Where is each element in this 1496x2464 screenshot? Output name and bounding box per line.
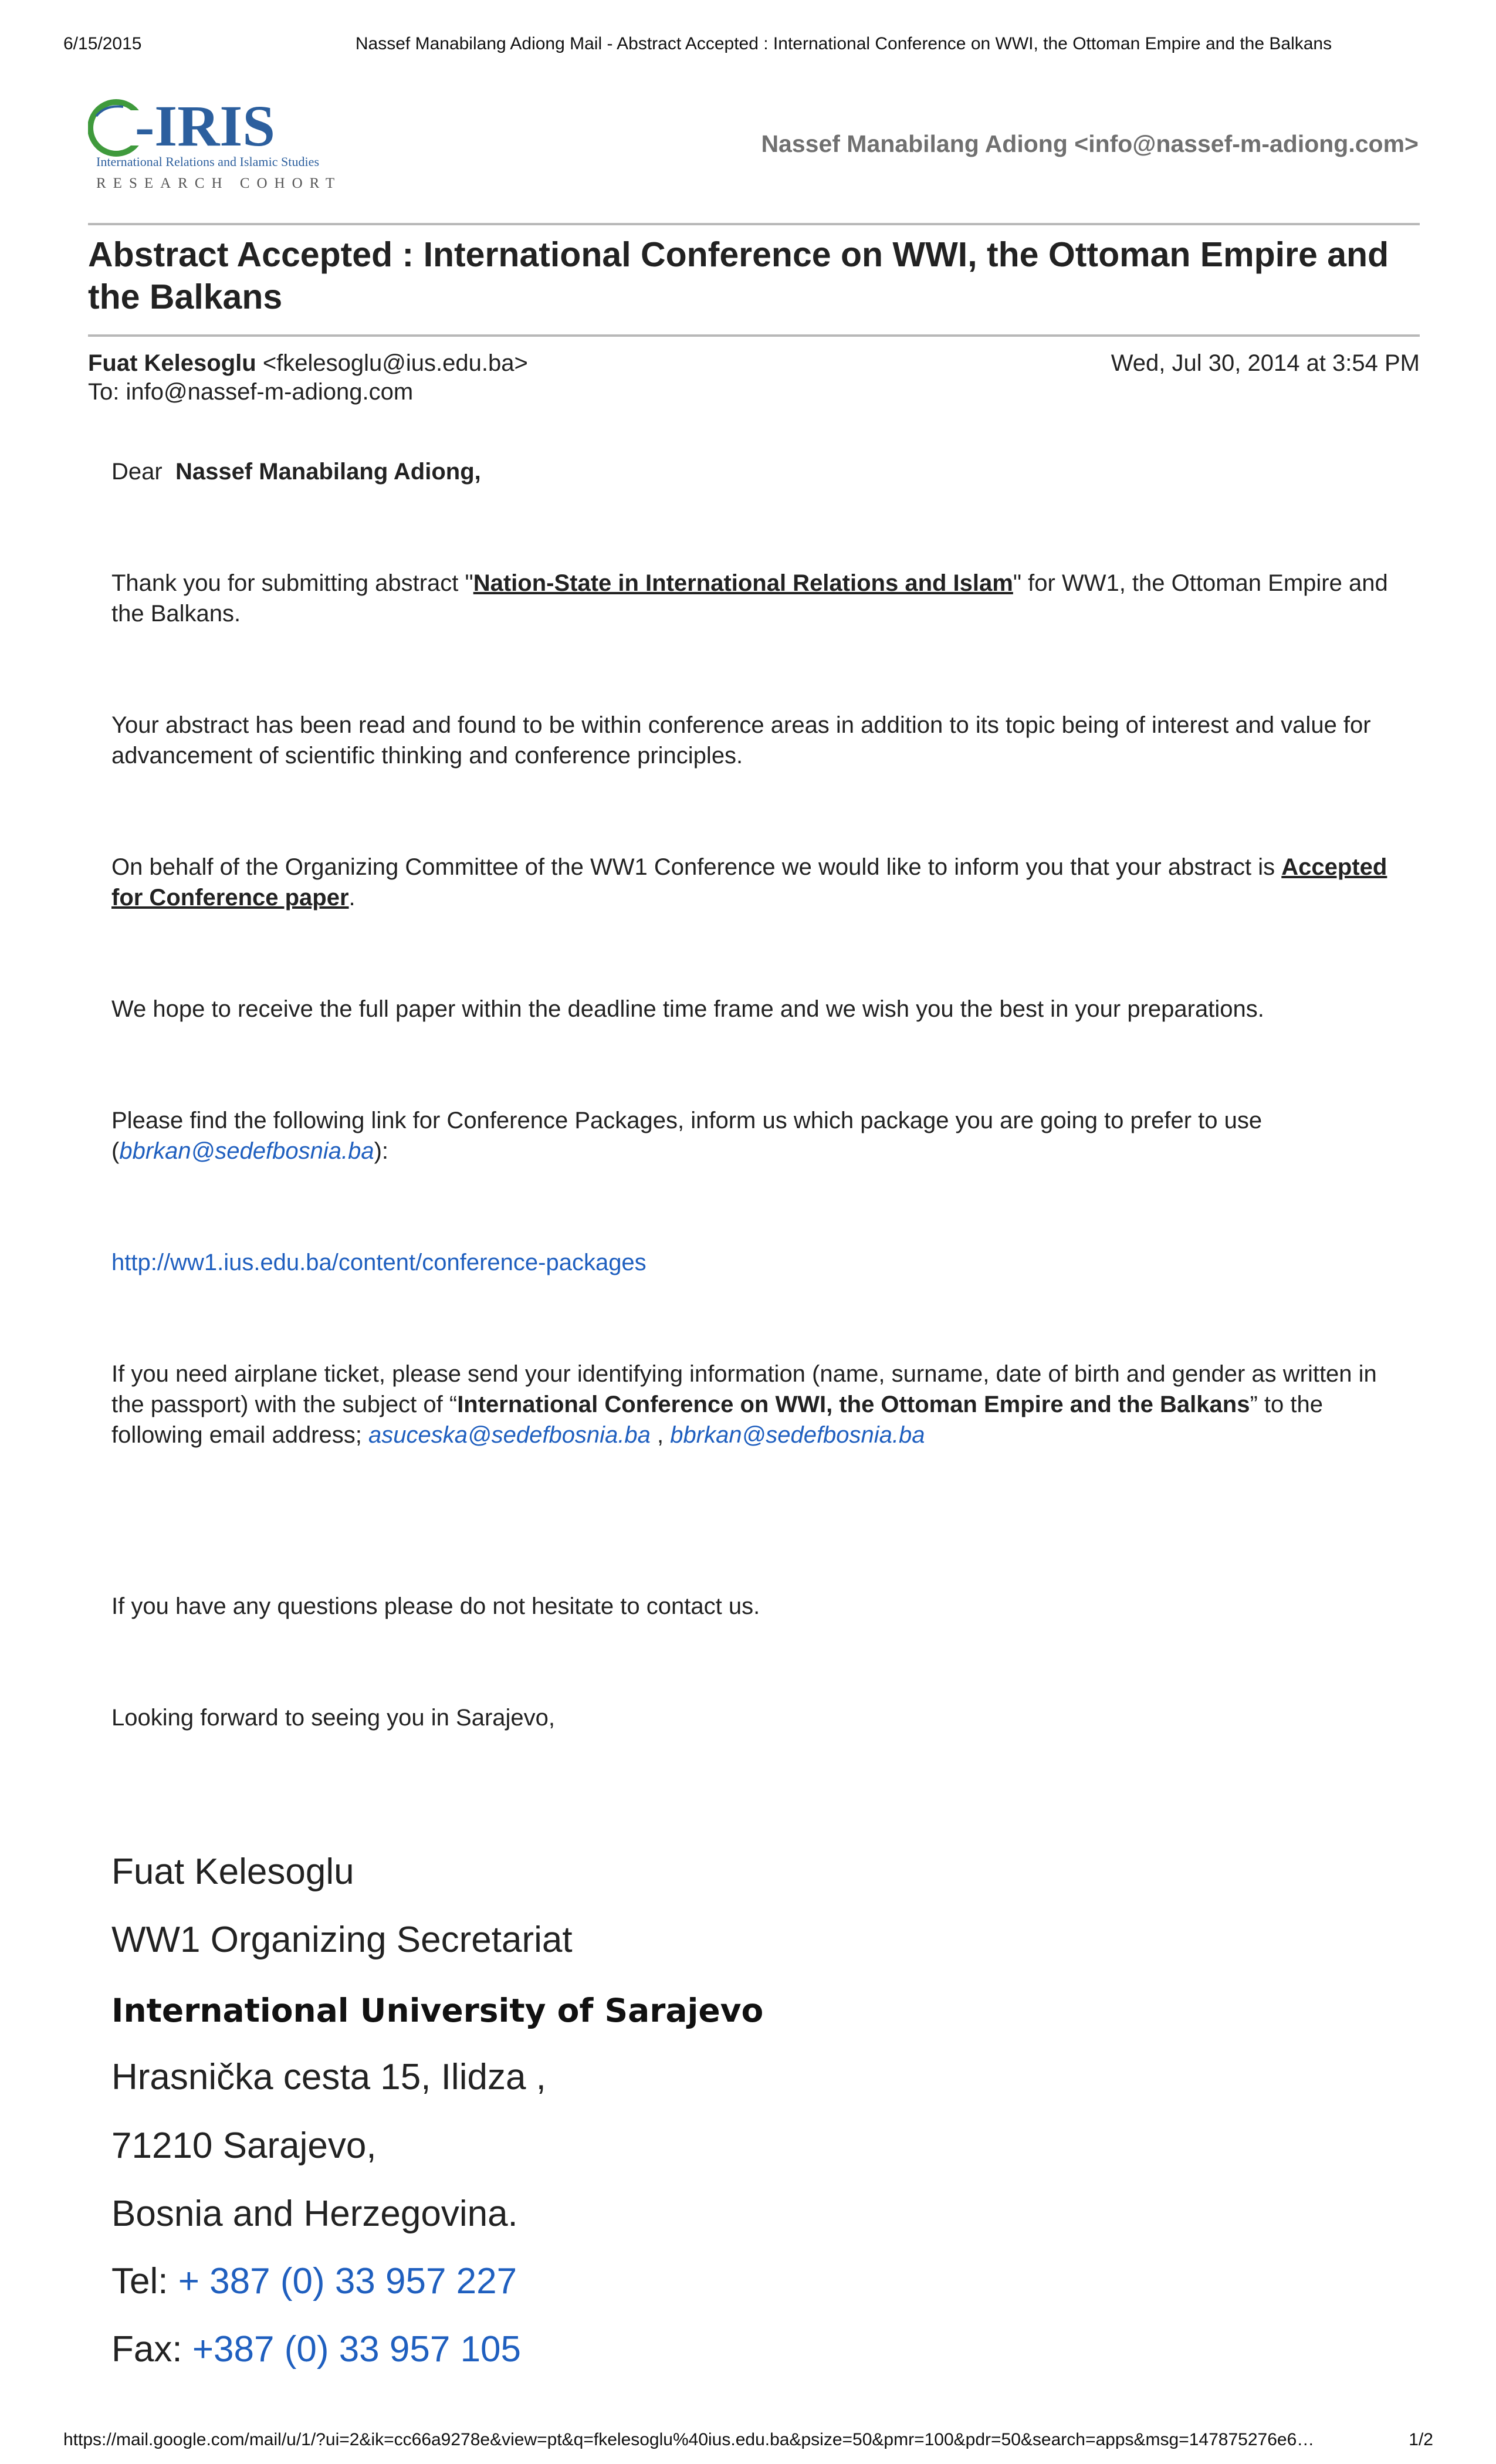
packages-email-link[interactable]: bbrkan@sedefbosnia.ba: [119, 1138, 374, 1164]
paragraph-read: Your abstract has been read and found to be within conference areas in addition to its topic being of interest and value for advancement of scientific thinking and conference principles.: [111, 712, 1371, 769]
signature-name: Fuat Kelesoglu: [111, 1852, 354, 1892]
greeting-prefix: Dear: [111, 459, 163, 485]
logo-subtitle: International Relations and Islamic Studies: [96, 154, 319, 169]
paragraph-airplane: [111, 1359, 1402, 1450]
paragraph-packages: [111, 1105, 1402, 1166]
airplane-text-end: ” to the following email address;: [111, 1392, 1323, 1448]
tel-label: Tel:: [111, 2261, 168, 2301]
tel-link[interactable]: + 387 (0) 33 957 227: [178, 2261, 517, 2301]
airplane-text: If you need airplane ticket, please send your identifying information (name, surname, date of birth and gender as written in the passport) with the subject of “: [111, 1361, 1377, 1417]
packages-text: Please find the following link for Conference Packages, inform us which package you are going to prefer to use (: [111, 1108, 1263, 1164]
greeting-name: Nassef Manabilang Adiong,: [175, 459, 481, 485]
paragraph-full-paper: We hope to receive the full paper within the deadline time frame and we wish you the best in your preparations.: [111, 996, 1264, 1022]
accepted-period: .: [348, 885, 356, 911]
divider: [88, 334, 1420, 337]
sender: [88, 350, 528, 377]
accepted-text: On behalf of the Organizing Committee of the WW1 Conference we would like to inform you that your abstract is: [111, 854, 1275, 880]
ciris-logo-graphic: [88, 87, 364, 198]
paragraph-thanks: [111, 568, 1402, 629]
packages-text-end: ):: [374, 1138, 389, 1164]
email-separator: ,: [657, 1422, 664, 1448]
print-url: https://mail.google.com/mail/u/1/?ui=2&ik=cc66a9278e&view=pt&q=fkelesoglu%40ius.edu.ba&psize=50&pmr=100&pdr=50&search=apps&msg=147875276e6…: [63, 2430, 1315, 2449]
ciris-logo: [88, 87, 364, 198]
recipient: To: info@nassef-m-adiong.com: [88, 379, 414, 405]
signature-country: Bosnia and Herzegovina.: [111, 2194, 518, 2234]
paragraph-closing: Looking forward to seeing you in Sarajevo,: [111, 1705, 556, 1731]
account-name: Nassef Manabilang Adiong <info@nassef-m-adiong.com>: [761, 130, 1419, 157]
fax-link[interactable]: +387 (0) 33 957 105: [192, 2329, 522, 2370]
email-link-asuceska[interactable]: asuceska@sedefbosnia.ba: [368, 1422, 651, 1448]
signature-tel: [111, 2260, 517, 2302]
sender-email: <fkelesoglu@ius.edu.ba>: [262, 350, 528, 376]
print-date: 6/15/2015: [63, 34, 142, 53]
signature-fax: [111, 2328, 521, 2370]
email-body: [111, 456, 1402, 1733]
email-subject: Abstract Accepted : International Conference on WWI, the Ottoman Empire and the Balkans: [88, 235, 1389, 316]
logo-cohort: RESEARCH COHORT: [96, 175, 342, 191]
paragraph-packages-link: [111, 1247, 1402, 1278]
thanks-text: Thank you for submitting abstract ": [111, 570, 473, 596]
email-link-bbrkan[interactable]: bbrkan@sedefbosnia.ba: [670, 1422, 925, 1448]
signature-city: 71210 Sarajevo,: [111, 2125, 377, 2166]
logo-iris-text: -IRIS: [135, 93, 275, 158]
divider: [88, 223, 1420, 225]
accepted-status: Accepted for Conference paper: [111, 854, 1387, 911]
greeting: [111, 456, 1402, 487]
paragraph-accepted: [111, 852, 1402, 913]
sent-date: Wed, Jul 30, 2014 at 3:54 PM: [1111, 350, 1420, 376]
signature-university: International University of Sarajevo: [111, 1992, 764, 2029]
airplane-subject: International Conference on WWI, the Ottoman Empire and the Balkans: [457, 1392, 1250, 1417]
sender-name: Fuat Kelesoglu: [88, 350, 256, 376]
abstract-title: Nation-State in International Relations and Islam: [473, 570, 1013, 596]
thanks-text-end: " for WW1, the Ottoman Empire and the Balkans.: [111, 570, 1388, 627]
print-page-title: Nassef Manabilang Adiong Mail - Abstract Accepted : International Conference on WWI, the Ottoman Empire and the Balkans: [355, 34, 1332, 53]
packages-link[interactable]: http://ww1.ius.edu.ba/content/conference-packages: [111, 1250, 647, 1275]
signature-street: Hrasnička cesta 15, Ilidza ,: [111, 2057, 546, 2097]
print-header: [63, 34, 1433, 60]
fax-label: Fax:: [111, 2329, 182, 2370]
paragraph-questions: If you have any questions please do not hesitate to contact us.: [111, 1593, 760, 1619]
signature-role: WW1 Organizing Secretariat: [111, 1920, 573, 1960]
page-number: 1/2: [1409, 2430, 1433, 2449]
